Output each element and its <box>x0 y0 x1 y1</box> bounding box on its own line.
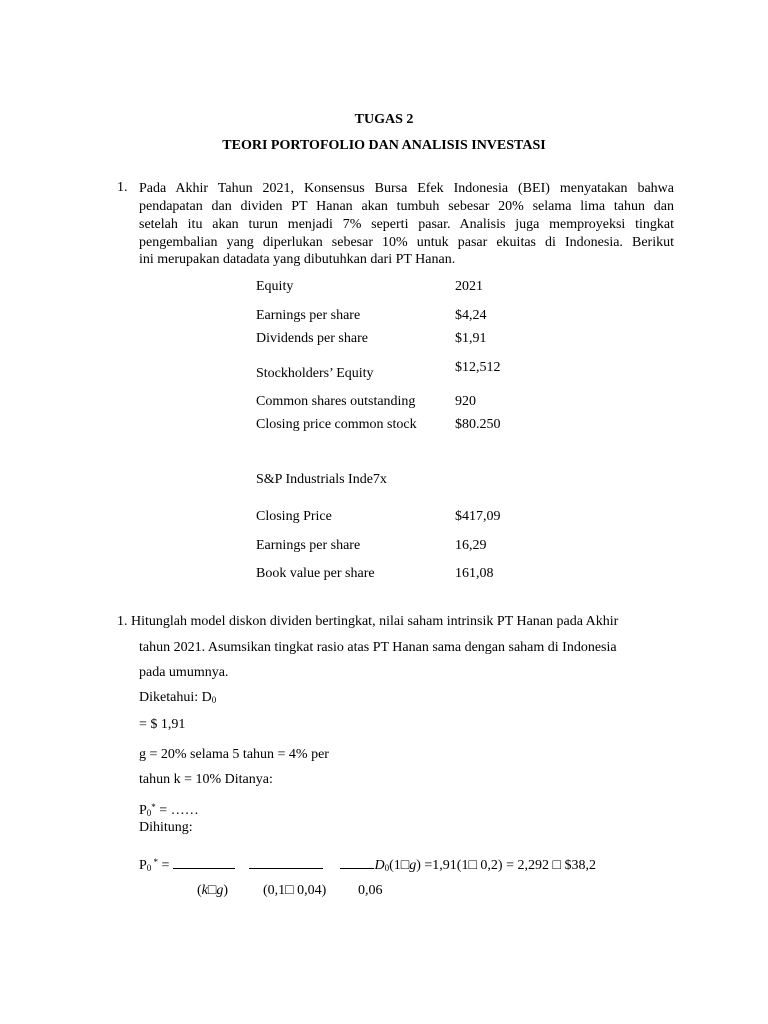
table-value: $12,512 <box>455 360 501 375</box>
missing-glyph-icon: □ <box>468 858 477 873</box>
question-line-2: pendapatan dan dividen PT Hanan akan tumbuh sebesar 20% selama lima tahun dan <box>139 199 674 214</box>
missing-glyph-icon: □ <box>400 858 410 873</box>
table-value: 161,08 <box>455 566 494 581</box>
table-value: 920 <box>455 394 476 409</box>
document-subtitle: TEORI PORTOFOLIO DAN ANALISIS INVESTASI <box>222 138 546 153</box>
asked-p0: $P_0^*$ = …… <box>139 802 199 818</box>
table-label: Equity <box>256 279 294 294</box>
table-value: 16,29 <box>455 538 487 553</box>
missing-glyph-icon: □ <box>285 883 294 898</box>
table-label: Earnings per share <box>256 308 361 323</box>
task-line-2: tahun 2021. Asumsikan tingkat rasio atas PT Hanan sama dengan saham di Indonesia <box>139 640 617 655</box>
question-line-4: pengembalian yang diperlukan sebesar 10% untuk pasar ekuitas di Indonesia. Berikut <box>139 235 674 250</box>
table-label: Dividends per share <box>256 331 368 346</box>
table-value: 2021 <box>455 279 483 294</box>
table-value: $1,91 <box>455 331 487 346</box>
table-value: $417,09 <box>455 509 501 524</box>
fraction-line <box>340 857 374 869</box>
table-label: Closing Price <box>256 509 332 524</box>
question-number: 1. <box>117 180 128 195</box>
growth-line: g = 20% selama 5 tahun = 4% per <box>139 747 329 762</box>
required-return-line: tahun k = 10% Ditanya: <box>139 772 273 787</box>
table-label: Stockholders’ Equity <box>256 366 374 381</box>
missing-glyph-icon: □ <box>552 858 561 873</box>
denominator-1: (k□g) <box>197 883 229 898</box>
denominator-2: (0,1□ 0,04) <box>263 883 327 898</box>
document-title: TUGAS 2 <box>354 112 414 127</box>
d0-value: = $ 1,91 <box>139 717 186 732</box>
table-label: Earnings per share <box>256 538 361 553</box>
table-label: Book value per share <box>256 566 375 581</box>
known-label: Diketahui: $D_0$ <box>139 690 217 705</box>
table-value: $80.250 <box>455 417 501 432</box>
question-line-1: Pada Akhir Tahun 2021, Konsensus Bursa Efek Indonesia (BEI) menyatakan bahwa <box>139 181 674 196</box>
table-label: Common shares outstanding <box>256 394 416 409</box>
missing-glyph-icon: □ <box>207 883 217 898</box>
computed-label: Dihitung: <box>139 820 193 835</box>
denominator-3: 0,06 <box>358 883 383 898</box>
question-line-5: ini merupakan datadata yang dibutuhkan dari PT Hanan. <box>139 252 456 267</box>
index-heading: S&P Industrials Inde7x <box>256 472 387 487</box>
task-line-1: 1. Hitunglah model diskon dividen bertingkat, nilai saham intrinsik PT Hanan pada Akhir <box>117 614 619 629</box>
table-label: Closing price common stock <box>256 417 417 432</box>
fraction-line <box>173 857 235 869</box>
table-value: $4,24 <box>455 308 487 323</box>
fraction-line <box>249 857 323 869</box>
formula-line: $P_0$ * = $D_0(1□g)$ =1,91(1□ 0,2) = 2,292 □ $38,2 <box>139 857 596 873</box>
task-line-3: pada umumnya. <box>139 665 229 680</box>
question-line-3: setelah itu akan turun menjadi 7% seperti pasar. Analisis juga memproyeksi tingkat <box>139 217 674 232</box>
